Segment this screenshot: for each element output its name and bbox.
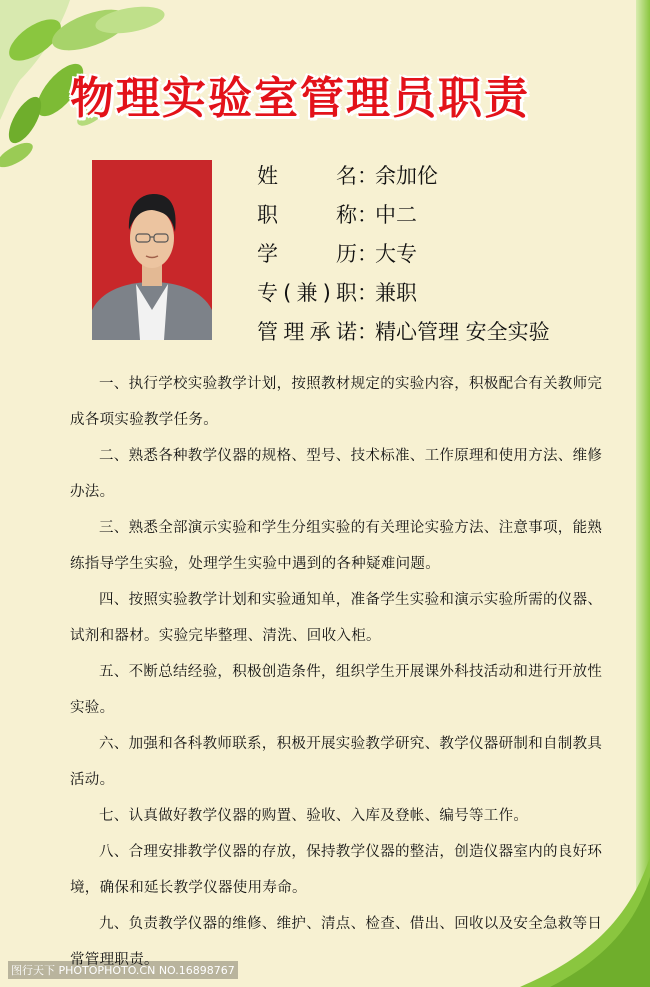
duty-item: 三、熟悉全部演示实验和学生分组实验的有关理论实验方法、注意事项，能熟练指导学生实验，处理学生实验中遇到的各种疑难问题。 (70, 520, 603, 572)
profile-value: 兼职 (375, 281, 417, 305)
profile-label: 管理承诺 (257, 320, 357, 344)
watermark: 图行天下 PHOTOPHOTO.CN NO.16898767 (8, 961, 238, 979)
profile-label: 职 称 (257, 203, 357, 227)
duty-item: 九、负责教学仪器的维修、维护、清点、检查、借出、回收以及安全急救等日常管理职责。 (70, 916, 603, 968)
profile-label: 学 历 (257, 242, 357, 266)
profile-row-commitment: 管理承诺 ： 精心管理 安全实验 (257, 316, 550, 355)
duty-item: 四、按照实验教学计划和实验通知单，准备学生实验和演示实验所需的仪器、试剂和器材。实验完毕整理、清洗、回收入柜。 (70, 592, 603, 644)
profile-row-title: 职 称 ： 中二 (257, 199, 550, 238)
profile-row-name: 姓 名 ： 余加伦 (257, 160, 550, 199)
duty-item: 七、认真做好教学仪器的购置、验收、入库及登帐、编号等工作。 (99, 808, 529, 824)
profile-value: 中二 (375, 203, 417, 227)
duty-item: 二、熟悉各种教学仪器的规格、型号、技术标准、工作原理和使用方法、维修办法。 (70, 448, 603, 500)
duty-item: 八、合理安排教学仪器的存放，保持教学仪器的整洁，创造仪器室内的良好环境，确保和延长教学仪器使用寿命。 (70, 844, 603, 896)
duties-list (70, 366, 615, 978)
portrait-photo (92, 160, 212, 340)
profile-info (257, 160, 550, 355)
profile-label: 姓 名 (257, 164, 357, 188)
profile-label: 专(兼)职 (257, 281, 357, 305)
profile-value: 大专 (375, 242, 417, 266)
duty-item: 六、加强和各科教师联系，积极开展实验教学研究、教学仪器研制和自制教具活动。 (70, 736, 603, 788)
duty-item: 一、执行学校实验教学计划，按照教材规定的实验内容，积极配合有关教师完成各项实验教学任务。 (70, 376, 603, 428)
profile-value: 余加伦 (375, 164, 438, 188)
profile-row-employment: 专(兼)职 ： 兼职 (257, 277, 550, 316)
page-title: 物理实验室管理员职责 (70, 73, 530, 124)
duty-item: 五、不断总结经验，积极创造条件，组织学生开展课外科技活动和进行开放性实验。 (70, 664, 603, 716)
right-green-band (636, 0, 650, 987)
profile-row-education: 学 历 ： 大专 (257, 238, 550, 277)
profile-value: 精心管理 安全实验 (375, 320, 550, 344)
